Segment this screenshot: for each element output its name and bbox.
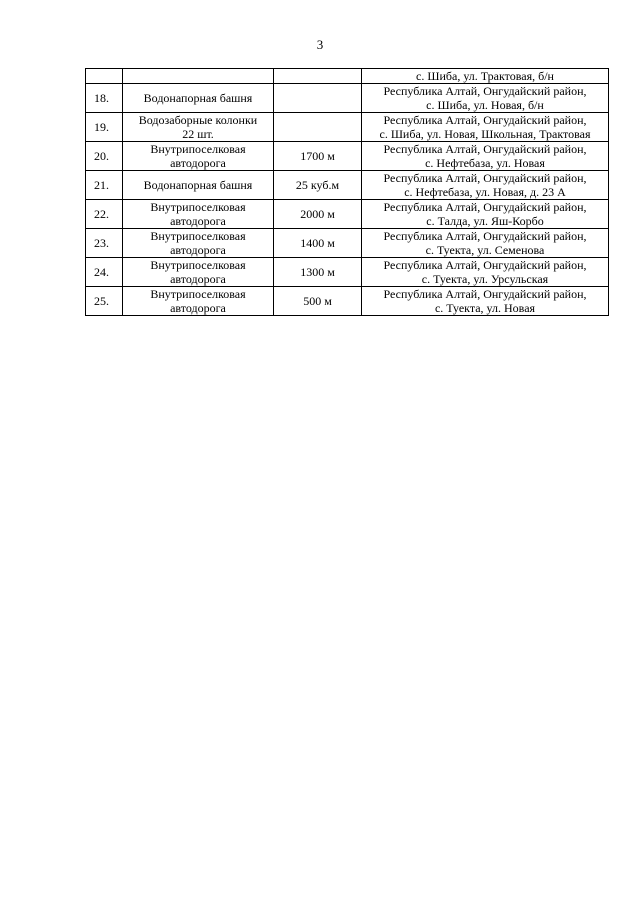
cell-size: 25 куб.м	[274, 171, 362, 200]
address-line: Республика Алтай, Онгудайский район,	[383, 229, 587, 243]
cell-number	[86, 69, 123, 84]
cell-name	[123, 142, 274, 171]
cell-address	[362, 113, 609, 142]
table-row	[86, 258, 609, 287]
name-line: Водонапорная башня	[143, 91, 253, 105]
address-line: с. Шиба, ул. Новая, Школьная, Трактовая	[379, 127, 591, 141]
name-line: автодорога	[170, 156, 226, 170]
address-line: Республика Алтай, Онгудайский район,	[383, 113, 587, 127]
cell-name	[123, 113, 274, 142]
cell-size: 500 м	[274, 287, 362, 316]
cell-address	[362, 171, 609, 200]
cell-name	[123, 84, 274, 113]
name-line: автодорога	[170, 301, 226, 315]
name-line: Внутрипоселковая	[150, 229, 246, 243]
cell-name	[123, 200, 274, 229]
address-line: с. Туекта, ул. Урсульская	[421, 272, 549, 286]
cell-address	[362, 142, 609, 171]
name-line: автодорога	[170, 272, 226, 286]
cell-address	[362, 200, 609, 229]
address-line: с. Нефтебаза, ул. Новая	[425, 156, 545, 170]
name-line: Внутрипоселковая	[150, 287, 246, 301]
cell-address	[362, 287, 609, 316]
address-line: с. Туекта, ул. Семенова	[425, 243, 545, 257]
cell-name	[123, 287, 274, 316]
cell-number: 21.	[86, 171, 123, 200]
address-line: с. Шиба, ул. Новая, б/н	[426, 98, 544, 112]
cell-size: 2000 м	[274, 200, 362, 229]
name-line: Водонапорная башня	[143, 178, 253, 192]
cell-number: 20.	[86, 142, 123, 171]
table-row	[86, 200, 609, 229]
address-line: Республика Алтай, Онгудайский район,	[383, 200, 587, 214]
cell-number: 22.	[86, 200, 123, 229]
address-line: Республика Алтай, Онгудайский район,	[383, 84, 587, 98]
name-line: 22 шт.	[182, 127, 214, 141]
name-line: автодорога	[170, 214, 226, 228]
table-row-continuation	[86, 69, 609, 84]
cell-size: 1300 м	[274, 258, 362, 287]
cell-name	[123, 69, 274, 84]
name-line: Внутрипоселковая	[150, 142, 246, 156]
address-line: Республика Алтай, Онгудайский район,	[383, 287, 587, 301]
cell-address	[362, 229, 609, 258]
address-line: с. Нефтебаза, ул. Новая, д. 23 А	[404, 185, 566, 199]
cell-size: 1700 м	[274, 142, 362, 171]
property-table	[85, 68, 609, 316]
name-line: Внутрипоселковая	[150, 200, 246, 214]
cell-size: 1400 м	[274, 229, 362, 258]
address-line: Республика Алтай, Онгудайский район,	[383, 171, 587, 185]
cell-name	[123, 171, 274, 200]
cell-address	[362, 84, 609, 113]
cell-name	[123, 229, 274, 258]
table-row	[86, 171, 609, 200]
cell-number: 18.	[86, 84, 123, 113]
cell-size	[274, 69, 362, 84]
cell-address	[362, 258, 609, 287]
page-number: 3	[316, 37, 324, 52]
cell-number: 23.	[86, 229, 123, 258]
cell-address	[362, 69, 609, 84]
cell-size	[274, 113, 362, 142]
table-row	[86, 113, 609, 142]
cell-number: 25.	[86, 287, 123, 316]
address-line: с. Туекта, ул. Новая	[434, 301, 536, 315]
table-row	[86, 142, 609, 171]
address-line: Республика Алтай, Онгудайский район,	[383, 258, 587, 272]
cell-size	[274, 84, 362, 113]
cell-number: 19.	[86, 113, 123, 142]
table-row	[86, 287, 609, 316]
cell-name	[123, 258, 274, 287]
address-line: с. Талда, ул. Яш-Корбо	[426, 214, 544, 228]
name-line: Водозаборные колонки	[138, 113, 258, 127]
cell-number: 24.	[86, 258, 123, 287]
table-row	[86, 229, 609, 258]
name-line: Внутрипоселковая	[150, 258, 246, 272]
name-line: автодорога	[170, 243, 226, 257]
table-row	[86, 84, 609, 113]
address-line: с. Шиба, ул. Трактовая, б/н	[416, 69, 554, 83]
address-line: Республика Алтай, Онгудайский район,	[383, 142, 587, 156]
